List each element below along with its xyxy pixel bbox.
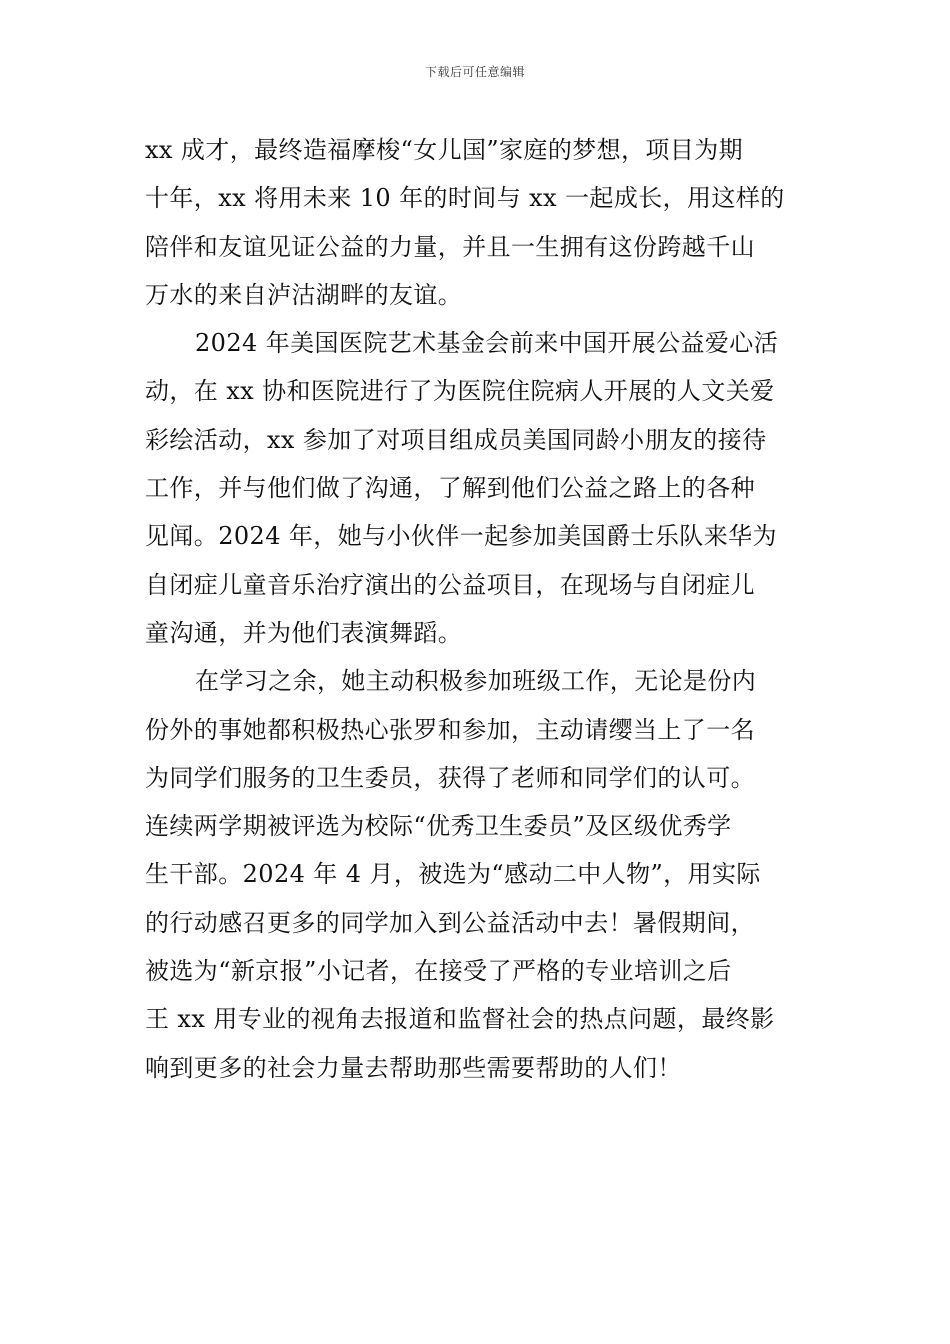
text-line: 被选为“新京报”小记者，在接受了严格的专业培训之后 — [145, 957, 732, 986]
text-line: 动，在 xx 协和医院进行了为医院住院病人开展的人文关爱 — [145, 377, 775, 406]
text-line: 为同学们服务的卫生委员，获得了老师和同学们的认可。 — [145, 763, 755, 792]
paragraph — [145, 657, 810, 1092]
text-line: 见闻。2024 年，她与小伙伴一起参加美国爵士乐队来华为 — [145, 522, 777, 551]
text-line: 王 xx 用专业的视角去报道和监督社会的热点问题，最终影 — [145, 1005, 775, 1034]
text-line: xx 成才，最终造福摩梭“女儿国”家庭的梦想，项目为期 — [145, 136, 744, 164]
text-line: 响到更多的社会力量去帮助那些需要帮助的人们！ — [145, 1053, 682, 1082]
text-line: 生干部。2024 年 4 月，被选为“感动二中人物”，用实际 — [145, 860, 761, 889]
text-line: 份外的事她都积极热心张罗和参加，主动请缨当上了一名 — [145, 715, 755, 744]
document-body — [145, 126, 810, 1092]
text-line: 十年，xx 将用未来 10 年的时间与 xx 一起成长，用这样的 — [145, 184, 785, 213]
text-line: 彩绘活动，xx 参加了对项目组成员美国同龄小朋友的接待 — [145, 425, 767, 454]
page-header: 下载后可任意编辑 — [424, 65, 525, 79]
text-line: 自闭症儿童音乐治疗演出的公益项目，在现场与自闭症儿 — [145, 570, 755, 599]
text-line: 连续两学期被评选为校际“优秀卫生委员”及区级优秀学 — [145, 812, 732, 841]
text-line: 童沟通，并为他们表演舞蹈。 — [145, 618, 463, 647]
text-line: 工作，并与他们做了沟通，了解到他们公益之路上的各种 — [145, 474, 755, 503]
text-line: 在学习之余，她主动积极参加班级工作，无论是份内 — [195, 667, 757, 696]
text-line: 陪伴和友谊见证公益的力量，并且一生拥有这份跨越千山 — [145, 232, 755, 261]
text-line: 2024 年美国医院艺术基金会前来中国开展公益爱心活 — [195, 329, 779, 358]
text-line: 的行动感召更多的同学加入到公益活动中去！暑假期间， — [145, 908, 755, 937]
paragraph — [145, 126, 810, 319]
text-line: 万水的来自泸沽湖畔的友谊。 — [145, 280, 463, 309]
paragraph — [145, 319, 810, 657]
